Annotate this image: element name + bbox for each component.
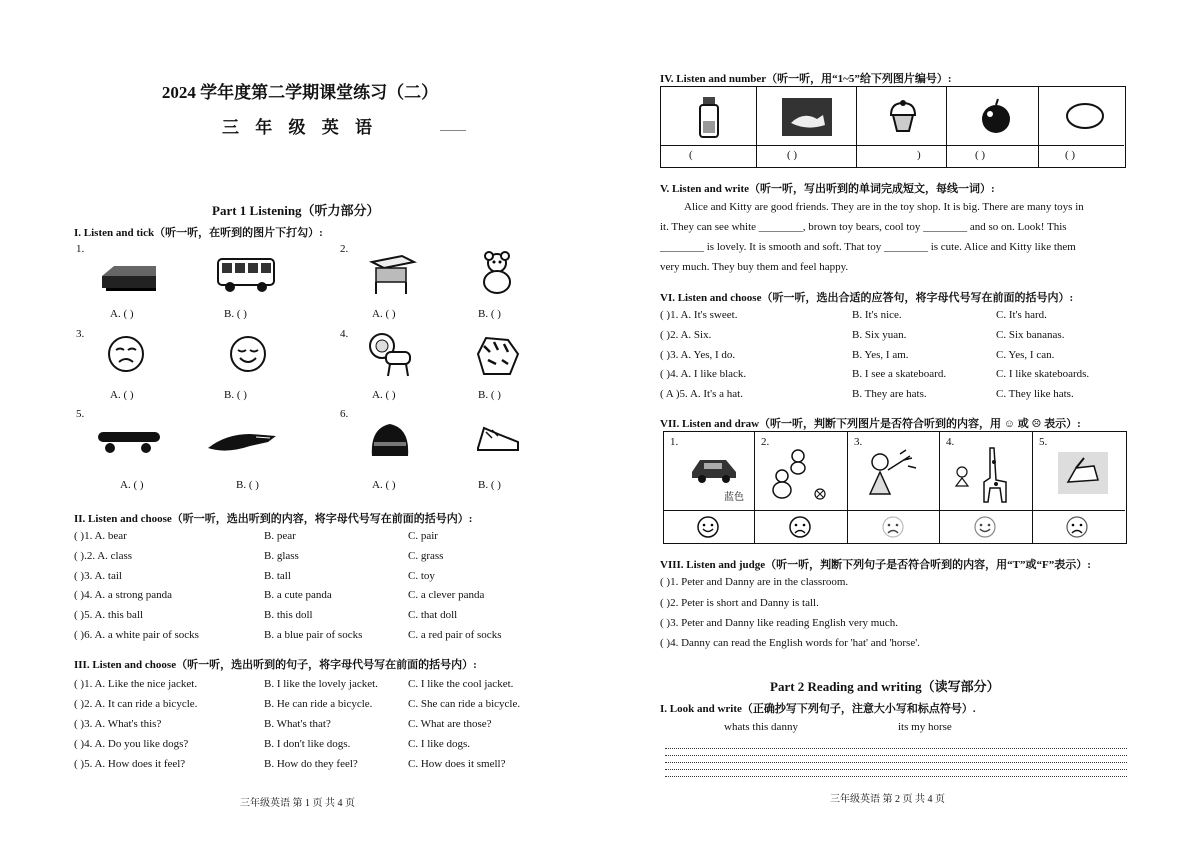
giraffe-icon (950, 442, 1016, 506)
answer-a[interactable]: A. ( ) (110, 389, 134, 401)
picture-number-table (660, 86, 1126, 168)
train-icon (100, 258, 160, 296)
passage-line: ________ is lovely. It is smooth and soft. That toy ________ is cute. Alice and Kitty like them (660, 241, 1076, 253)
cake-icon (1054, 448, 1112, 498)
choice-a: ( )2. A. Six. (660, 329, 712, 341)
choice-a: ( )3. A. tail (74, 570, 122, 582)
choice-c: C. She can ride a bicycle. (408, 698, 521, 710)
choice-c: C. grass (408, 550, 444, 562)
copy-prompt: whats this danny (724, 721, 798, 733)
q-number: 3. (854, 436, 863, 448)
part2-title: Part 2 Reading and writing（读写部分） (770, 679, 1000, 694)
choice-b: B. I see a skateboard. (852, 368, 947, 380)
section-6-heading: VI. Listen and choose（听一听，选出合适的应答句，将字母代号写在前面的括号内）: (660, 292, 1074, 304)
choice-a: ( )5. A. this ball (74, 609, 144, 621)
lemon-icon (1065, 101, 1105, 131)
q-number: 3. (76, 328, 85, 340)
choice-c: C. I like skateboards. (996, 368, 1090, 380)
choice-a: ( ).2. A. class (74, 550, 133, 562)
choice-b: B. pear (264, 530, 296, 542)
choice-c: C. I like the cool jacket. (408, 678, 514, 690)
shoe-icon (474, 418, 522, 458)
page-footer: 三年级英语 第 1 页 共 4 页 (240, 798, 355, 809)
exam-title: 2024 学年度第二学期课堂练习（二） (161, 83, 439, 102)
answer-a[interactable]: A. ( ) (110, 308, 134, 320)
writing-line[interactable] (665, 755, 1127, 756)
answer-a[interactable]: A. ( ) (372, 389, 396, 401)
judge-item: ( )2. Peter is short and Danny is tall. (660, 597, 819, 609)
choice-b: B. glass (264, 550, 299, 562)
happy-face-icon (228, 334, 268, 374)
mark-line (440, 130, 466, 131)
choice-a: ( )4. A. I like black. (660, 368, 747, 380)
writing-line[interactable] (665, 776, 1127, 777)
section-8-heading: VIII. Listen and judge（听一听，判断下列句子是否符合听到的内容，用“T”或“F”表示）: (660, 559, 1091, 571)
choice-c: C. that doll (408, 609, 458, 621)
writing-line[interactable] (665, 769, 1127, 770)
choice-b: B. It's nice. (852, 309, 902, 321)
page-footer: 三年级英语 第 2 页 共 4 页 (830, 794, 945, 805)
color-note: 蓝色 (724, 492, 744, 503)
section-2-heading: II. Listen and choose（听一听，选出听到的内容，将字母代号写在前面的括号内）: (74, 513, 473, 525)
choice-a: ( )6. A. a white pair of socks (74, 629, 199, 641)
q-number: 2. (340, 243, 349, 255)
teddy-bears-icon (768, 446, 826, 502)
smile-face-icon (695, 515, 721, 539)
bus-icon (216, 253, 276, 295)
passage-line: very much. They buy them and feel happy. (660, 261, 849, 273)
choice-a: ( )2. A. It can ride a bicycle. (74, 698, 198, 710)
girl-icon (860, 446, 924, 504)
q-number: 5. (76, 408, 85, 420)
answer-b[interactable]: B. ( ) (478, 389, 501, 401)
choice-b: B. Six yuan. (852, 329, 907, 341)
teddy-bear-icon (475, 250, 519, 296)
q-number: 1. (670, 436, 679, 448)
exam-page-2 (600, 0, 1200, 849)
judge-item: ( )4. Danny can read the English words for 'hat' and 'horse'. (660, 637, 920, 649)
section-5-heading: V. Listen and write（听一听，写出听到的单词完成短文，每线一词）: (660, 183, 995, 195)
lion-icon (366, 330, 416, 378)
section-1-heading: I. Listen and tick（听一听，在听到的图片下打勾）: (74, 227, 323, 239)
writing-section-heading: I. Look and write（正确抄写下列句子，注意大小写和标点符号）. (660, 703, 976, 715)
choice-c: C. a red pair of socks (408, 629, 502, 641)
choice-a: ( )3. A. Yes, I do. (660, 349, 736, 361)
choice-c: C. It's hard. (996, 309, 1047, 321)
choice-a: ( A )5. A. It's a hat. (660, 388, 743, 400)
choice-c: C. What are those? (408, 718, 492, 730)
part1-title: Part 1 Listening（听力部分） (212, 203, 380, 218)
frown-face-icon (1064, 515, 1090, 539)
answer-b[interactable]: B. ( ) (236, 479, 259, 491)
choice-a: ( )4. A. Do you like dogs? (74, 738, 189, 750)
judge-item: ( )3. Peter and Danny like reading English very much. (660, 617, 898, 629)
passage-line: it. They can see white ________, brown toy bears, cool toy ________ and so on. Look! This (660, 221, 1067, 233)
q-number: 4. (340, 328, 349, 340)
desk-icon (368, 250, 418, 296)
choice-a: ( )1. A. It's sweet. (660, 309, 738, 321)
choice-c: C. I like dogs. (408, 738, 471, 750)
choice-b: B. He can ride a bicycle. (264, 698, 373, 710)
tiger-icon (472, 330, 522, 378)
choice-b: B. tall (264, 570, 291, 582)
frown-face-icon (787, 515, 813, 539)
exam-subtitle: 三 年 级 英 语 (222, 118, 378, 137)
photo-icon (781, 97, 833, 137)
choice-a: ( )4. A. a strong panda (74, 589, 173, 601)
copy-prompt: its my horse (898, 721, 952, 733)
picture-draw-table (663, 431, 1127, 544)
judge-item: ( )1. Peter and Danny are in the classroom. (660, 576, 849, 588)
choice-b: B. What's that? (264, 718, 331, 730)
crocodile-icon (206, 424, 278, 456)
cupcake-icon (887, 99, 919, 135)
writing-line[interactable] (665, 762, 1127, 763)
smile-face-icon (972, 515, 998, 539)
choice-c: C. toy (408, 570, 435, 582)
choice-a: ( )1. A. bear (74, 530, 127, 542)
choice-c: C. Yes, I can. (996, 349, 1055, 361)
choice-c: C. a clever panda (408, 589, 485, 601)
choice-a: ( )1. A. Like the nice jacket. (74, 678, 198, 690)
choice-b: B. a blue pair of socks (264, 629, 363, 641)
car-icon (688, 452, 740, 484)
skateboard-icon (96, 426, 162, 456)
passage-line: Alice and Kitty are good friends. They are in the toy shop. It is big. There are many toys in (684, 201, 1084, 213)
answer-a[interactable]: A. ( ) (372, 308, 396, 320)
number-answer[interactable]: ( ) (975, 149, 986, 161)
answer-b[interactable]: B. ( ) (478, 308, 501, 320)
q-number: 5. (1039, 436, 1048, 448)
section-4-heading: IV. Listen and number（听一听，用“1~5”给下列图片编号）: (660, 73, 952, 85)
choice-b: B. this doll (264, 609, 313, 621)
apple-icon (979, 97, 1013, 137)
choice-b: B. They are hats. (852, 388, 927, 400)
choice-b: B. a cute panda (264, 589, 332, 601)
q-number: 6. (340, 408, 349, 420)
answer-b[interactable]: B. ( ) (478, 479, 501, 491)
choice-b: B. How do they feel? (264, 758, 358, 770)
choice-a: ( )5. A. How does it feel? (74, 758, 186, 770)
sad-face-icon (106, 334, 146, 374)
section-7-heading: VII. Listen and draw（听一听，判断下列图片是否符合听到的内容，用 ☺ 或 ☹ 表示）: (660, 418, 1081, 430)
q-number: 2. (761, 436, 770, 448)
q-number: 1. (76, 243, 85, 255)
bottle-icon (697, 95, 721, 139)
number-answer[interactable]: ) (917, 149, 921, 161)
choice-b: B. I don't like dogs. (264, 738, 351, 750)
section-3-heading: III. Listen and choose（听一听，选出听到的句子，将字母代号写在前面的括号内）: (74, 659, 477, 671)
number-answer[interactable]: ( (689, 149, 693, 161)
choice-c: C. They like hats. (996, 388, 1074, 400)
answer-b[interactable]: B. ( ) (224, 308, 247, 320)
choice-c: C. pair (408, 530, 438, 542)
choice-b: B. I like the lovely jacket. (264, 678, 378, 690)
number-answer[interactable]: ( ) (787, 149, 798, 161)
q-number: 4. (946, 436, 955, 448)
choice-c: C. How does it smell? (408, 758, 506, 770)
choice-c: C. Six bananas. (996, 329, 1065, 341)
choice-a: ( )3. A. What's this? (74, 718, 162, 730)
writing-line[interactable] (665, 748, 1127, 749)
answer-b[interactable]: B. ( ) (224, 389, 247, 401)
number-answer[interactable]: ( ) (1065, 149, 1076, 161)
answer-a[interactable]: A. ( ) (372, 479, 396, 491)
frown-face-icon (880, 515, 906, 539)
hat-icon (366, 418, 416, 462)
choice-b: B. Yes, I am. (852, 349, 909, 361)
answer-a[interactable]: A. ( ) (120, 479, 144, 491)
